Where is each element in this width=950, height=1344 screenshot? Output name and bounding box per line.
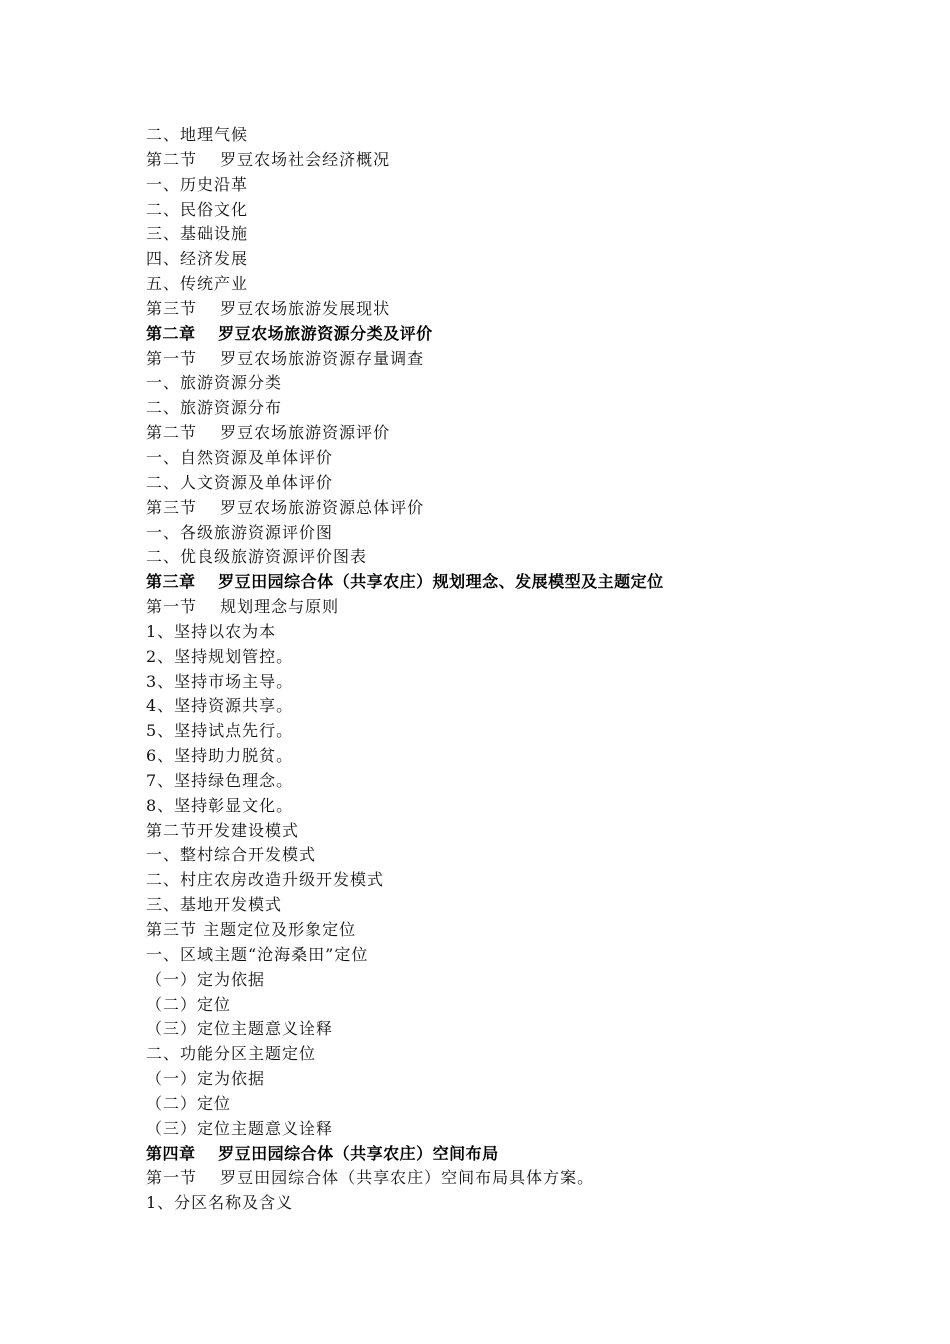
toc-line: 7、坚持绿色理念。 <box>146 770 294 790</box>
toc-line: 第三节 罗豆农场旅游资源总体评价 <box>146 497 425 517</box>
table-of-contents <box>146 123 926 1216</box>
toc-line: （三）定位主题意义诠释 <box>146 1118 334 1138</box>
toc-line: 第二节 罗豆农场社会经济概况 <box>146 149 391 169</box>
toc-chapter-heading: 第二章 罗豆农场旅游资源分类及评价 <box>146 323 433 343</box>
toc-line: 四、经济发展 <box>146 249 249 269</box>
toc-line: 1、坚持以农为本 <box>146 621 277 641</box>
toc-chapter-heading: 第四章 罗豆田园综合体（共享农庄）空间布局 <box>146 1143 499 1163</box>
toc-chapter-heading: 第三章 罗豆田园综合体（共享农庄）规划理念、发展模型及主题定位 <box>146 572 664 592</box>
toc-line: 第一节 规划理念与原则 <box>146 597 340 617</box>
toc-line: （三）定位主题意义诠释 <box>146 1019 334 1039</box>
toc-line: 1、分区名称及含义 <box>146 1193 294 1213</box>
toc-line: 第二节 罗豆农场旅游资源评价 <box>146 423 391 443</box>
toc-line: （二）定位 <box>146 1093 232 1113</box>
toc-line: 第二节开发建设模式 <box>146 820 300 840</box>
toc-line: 二、功能分区主题定位 <box>146 1044 317 1064</box>
toc-line: 一、各级旅游资源评价图 <box>146 522 334 542</box>
toc-line: 第一节 罗豆田园综合体（共享农庄）空间布局具体方案。 <box>146 1168 595 1188</box>
toc-line: 一、历史沿革 <box>146 174 249 194</box>
toc-line: 一、自然资源及单体评价 <box>146 447 334 467</box>
toc-line: 第一节 罗豆农场旅游资源存量调查 <box>146 348 425 368</box>
toc-line: 二、村庄农房改造升级开发模式 <box>146 870 385 890</box>
toc-line: 5、坚持试点先行。 <box>146 721 294 741</box>
toc-line: 一、旅游资源分类 <box>146 373 283 393</box>
toc-line: 三、基地开发模式 <box>146 895 283 915</box>
toc-line: （一）定为依据 <box>146 969 266 989</box>
toc-line: 二、旅游资源分布 <box>146 398 283 418</box>
toc-line: 一、整村综合开发模式 <box>146 845 317 865</box>
toc-line: （一）定为依据 <box>146 1069 266 1089</box>
toc-line: 8、坚持彰显文化。 <box>146 795 294 815</box>
toc-line: 2、坚持规划管控。 <box>146 646 294 666</box>
toc-line: 4、坚持资源共享。 <box>146 696 294 716</box>
toc-line: 二、民俗文化 <box>146 199 249 219</box>
toc-line: 6、坚持助力脱贫。 <box>146 746 294 766</box>
toc-line: 二、地理气候 <box>146 125 249 144</box>
toc-line: 第三节 罗豆农场旅游发展现状 <box>146 298 391 318</box>
toc-line: 第三节 主题定位及形象定位 <box>146 920 357 939</box>
toc-line: 二、优良级旅游资源评价图表 <box>146 547 368 567</box>
toc-line: （二）定位 <box>146 994 232 1014</box>
toc-line: 二、人文资源及单体评价 <box>146 472 334 492</box>
toc-line: 五、传统产业 <box>146 274 249 294</box>
toc-line: 3、坚持市场主导。 <box>146 671 294 691</box>
toc-line: 三、基础设施 <box>146 224 249 244</box>
toc-line: 一、区域主题“沧海桑田”定位 <box>146 944 369 964</box>
